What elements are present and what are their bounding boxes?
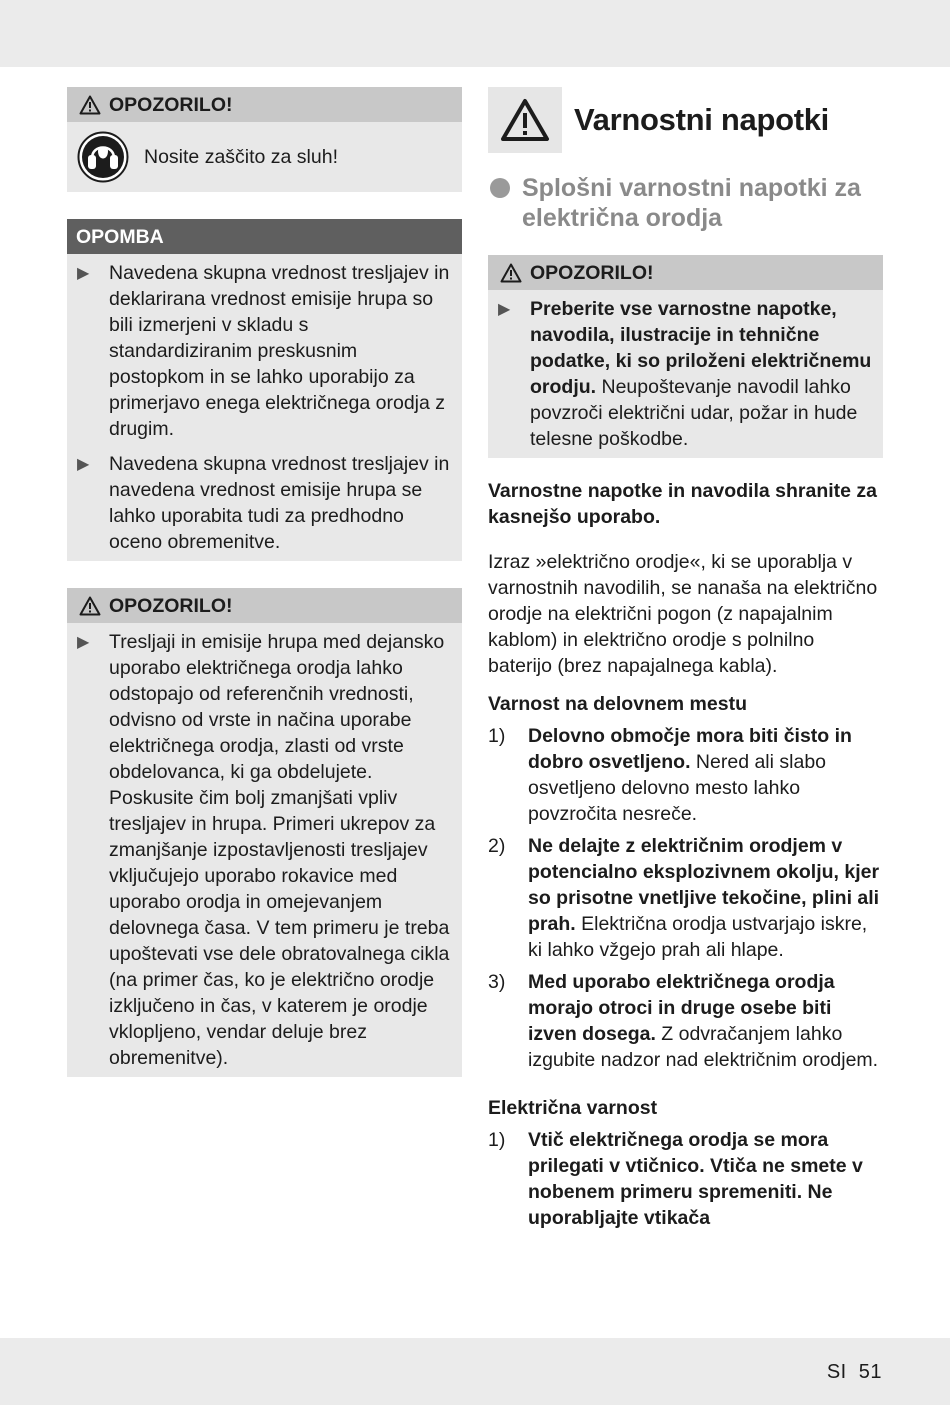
item-bold: Delovno območje mora biti čisto in dobro osvetljeno. — [528, 725, 852, 773]
top-band — [0, 0, 950, 67]
note-header: OPOMBA — [67, 219, 462, 254]
warning-item — [530, 296, 873, 452]
warning-box-vibration — [67, 588, 462, 1077]
bottom-band — [0, 1338, 950, 1405]
warning-item-part2: Poskusite čim bolj zmanjšati vpliv tresljajev in hrupa. Primeri ukrepov za zmanjšanje izpostavljenosti tresljajev vključujejo uporabo rokavice med uporabo orodja in omejevanjem delovnega časa. V tem primeru je treba upoštevati vse dele obratovalnega cikla (na primer čas, ko je električno orodje izključeno in čas, v katerem je orodje vklopljeno, vendar deluje brez obremenitve). — [109, 787, 450, 1069]
bullet-triangle-icon: ▶ — [77, 456, 90, 473]
ear-protection-icon — [77, 131, 129, 183]
list-item — [488, 833, 883, 963]
warning-box-hearing — [67, 87, 462, 192]
warning-triangle-icon — [79, 596, 101, 616]
list-item — [488, 969, 883, 1073]
keep-instructions: Varnostne napotke in navodila shranite za kasnejšo uporabo. — [488, 480, 878, 528]
list-item — [77, 629, 452, 1071]
warning-triangle-icon — [79, 95, 101, 115]
title-icon-box — [488, 87, 562, 153]
warning-item-normal: Neupoštevanje navodil lahko povzroči električni udar, požar in hude telesne poškodbe. — [530, 376, 858, 450]
bullet-dot-icon — [490, 178, 510, 198]
warning-list — [488, 290, 883, 458]
item-bold: Ne delajte z električnim orodjem v potencialno eksplozivnem okolju, kjer so prisotne vnetljive tekočine, plini ali prah. — [528, 835, 880, 935]
electrical-heading: Električna varnost — [488, 1097, 658, 1119]
subtitle-row — [488, 173, 883, 233]
bullet-triangle-icon: ▶ — [77, 265, 90, 282]
warning-item — [109, 629, 452, 1071]
item-text — [528, 723, 883, 827]
item-normal: Z odvračanjem lahko izgubite nadzor nad električnim orodjem. — [528, 1023, 879, 1071]
hearing-text: Nosite zaščito za sluh! — [144, 146, 339, 168]
item-number: 1) — [488, 1129, 506, 1151]
subtitle: Splošni varnostni napotki za električna orodja — [522, 174, 861, 232]
warning-triangle-icon — [500, 98, 550, 142]
warning-header — [67, 588, 462, 623]
language-code: SI — [826, 1361, 847, 1383]
warning-list — [67, 623, 462, 1077]
item-text — [528, 1127, 883, 1231]
warning-box-read — [488, 255, 883, 458]
list-item — [77, 260, 452, 442]
item-normal: Električna orodja ustvarjajo iskre, ki lahko vžgejo prah ali hlape. — [528, 913, 868, 961]
warning-triangle-icon — [500, 263, 522, 283]
warning-item-part1: Tresljaji in emisije hrupa med dejansko uporabo električnega orodja lahko odstopajo od referenčnih vrednosti, odvisno od vrste in načina uporabe električnega orodja, zlasti od vrste obdelovanca, ki ga obdelujete. — [109, 631, 445, 783]
warning-label: OPOZORILO! — [109, 93, 233, 116]
warning-header — [67, 87, 462, 122]
hearing-row — [67, 122, 462, 192]
item-bold: Vtič električnega orodja se mora prilegati v vtičnico. Vtiča ne smete v nobenem primeru spremeniti. Ne uporabljajte vtikača — [528, 1129, 863, 1229]
note-item-text: Navedena skupna vrednost tresljajev in deklarirana vrednost emisije hrupa so bili izmerjeni v skladu s standardiziranim preskusnim postopkom in se lahko uporabijo za primerjavo enega električnega orodja z drugim. — [109, 262, 450, 440]
warning-header — [488, 255, 883, 290]
list-item — [488, 1127, 883, 1231]
item-number: 3) — [488, 971, 506, 993]
item-normal: Nered ali slabo osvetljeno delovno mesto lahko povzročita nesreče. — [528, 751, 827, 825]
right-column — [488, 87, 883, 1237]
left-column — [67, 87, 462, 1077]
item-bold: Med uporabo električnega orodja morajo otroci in druge osebe biti izven dosega. — [528, 971, 835, 1045]
page-number: 51 — [858, 1361, 882, 1383]
note-box — [67, 219, 462, 561]
list-item — [77, 451, 452, 555]
item-number: 2) — [488, 835, 506, 857]
section-title-row — [488, 87, 883, 153]
item-text — [528, 969, 883, 1073]
warning-item-bold: Preberite vse varnostne napotke, navodila, ilustracije in tehnične podatke, ki so priloženi električnemu orodju. — [530, 298, 872, 398]
electrical-list — [488, 1127, 883, 1231]
page-footer — [827, 1359, 882, 1385]
note-list — [67, 254, 462, 561]
page-title: Varnostni napotki — [574, 102, 829, 137]
bullet-triangle-icon: ▶ — [77, 634, 90, 651]
warning-label: OPOZORILO! — [109, 594, 233, 617]
list-item — [498, 296, 873, 452]
bullet-triangle-icon: ▶ — [498, 301, 511, 318]
warning-label: OPOZORILO! — [530, 261, 654, 284]
definition-paragraph: Izraz »električno orodje«, ki se uporablja v varnostnih navodilih, se nanaša na električno orodje na električni pogon (z napajalnim kablom) in električno orodje s polnilno baterijo (brez napajalnega kabla). — [488, 551, 878, 677]
item-number: 1) — [488, 725, 506, 747]
list-item — [488, 723, 883, 827]
note-item-text: Navedena skupna vrednost tresljajev in navedena vrednost emisije hrupa se lahko uporabita tudi za predhodno oceno obremenitve. — [109, 453, 450, 553]
workplace-list — [488, 723, 883, 1073]
workplace-heading: Varnost na delovnem mestu — [488, 693, 747, 715]
item-text — [528, 833, 883, 963]
